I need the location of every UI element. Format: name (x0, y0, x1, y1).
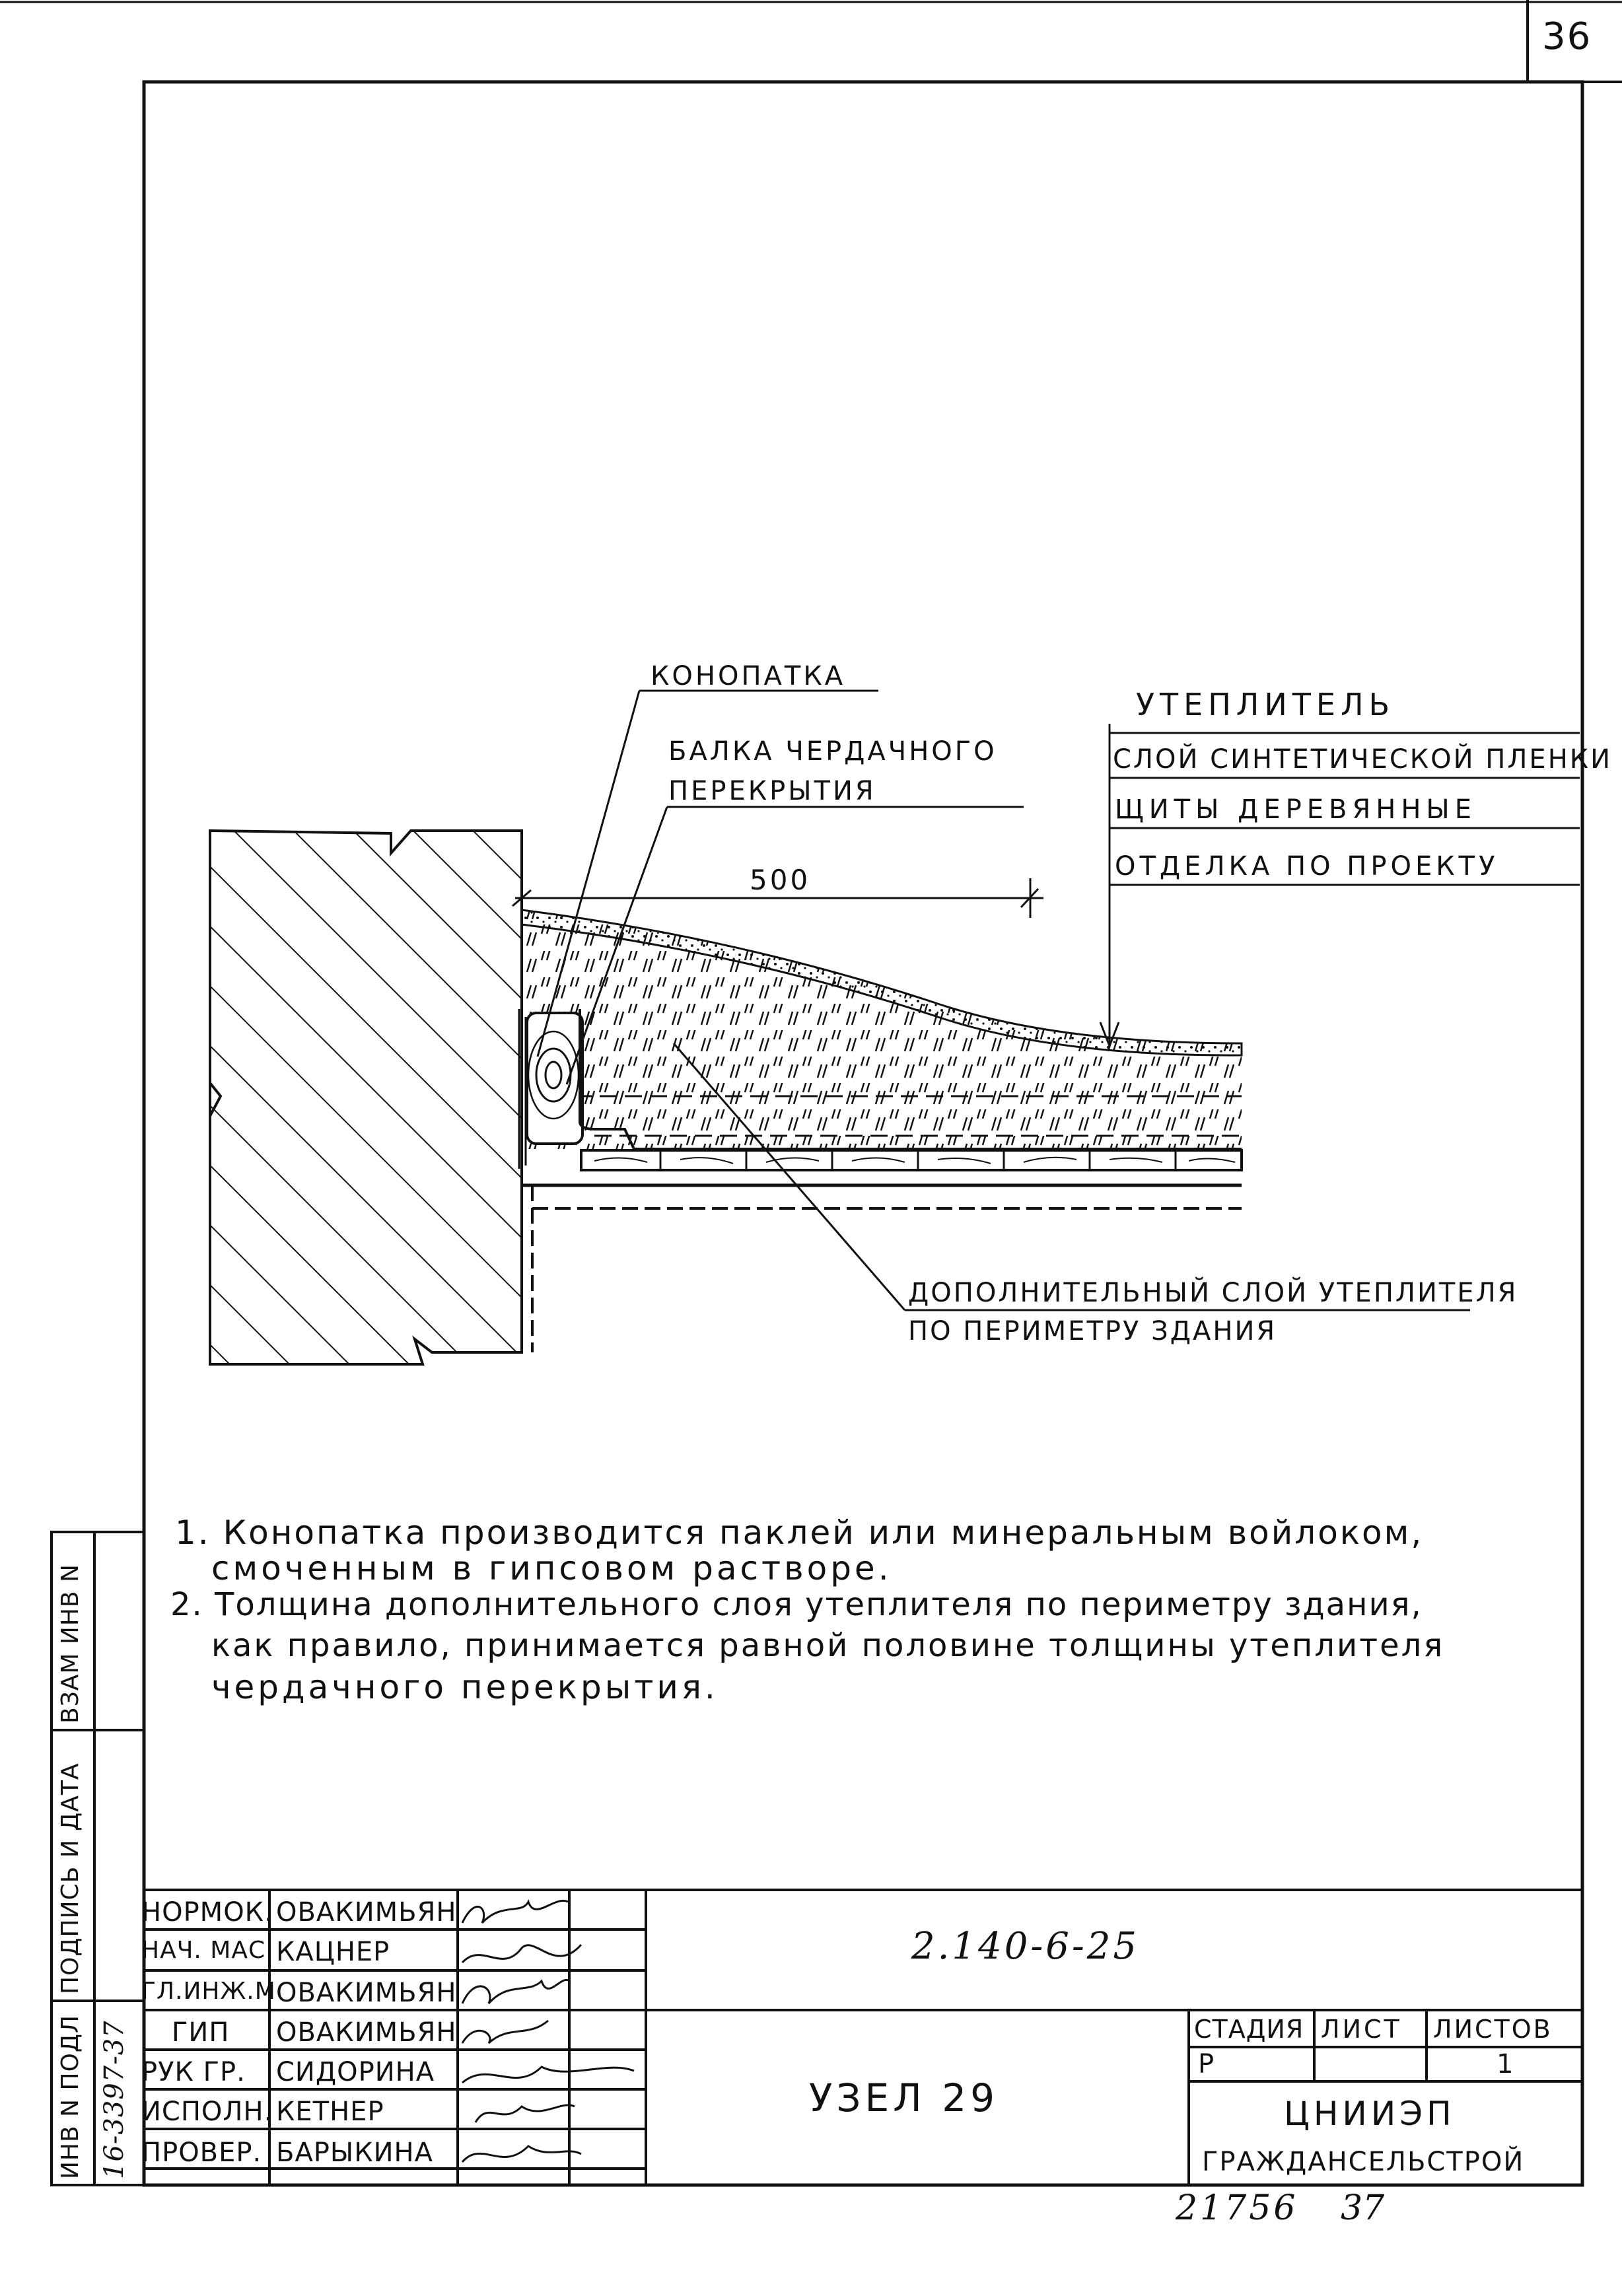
label-boards: ЩИТЫ ДЕРЕВЯННЫЕ (1115, 794, 1477, 825)
role-checker: ПРОВЕР. (141, 2138, 262, 2168)
name-group-lead: СИДОРИНА (276, 2057, 435, 2087)
label-caulk: КОНОПАТКА (651, 661, 846, 691)
label-finish: ОТДЕЛКА ПО ПРОЕКТУ (1115, 851, 1499, 882)
name-executor: КЕТНЕР (276, 2097, 384, 2127)
stage-label: СТАДИЯ (1194, 2015, 1304, 2044)
label-extra-insulation-line1: ДОПОЛНИТЕЛЬНЫЙ СЛОЙ УТЕПЛИТЕЛЯ (908, 1278, 1518, 1308)
name-head-workshop: КАЦНЕР (276, 1937, 390, 1967)
role-chief-engineer: ГЛ.ИНЖ.М (141, 1978, 276, 2005)
role-executor: ИСПОЛН. (141, 2097, 273, 2127)
label-film: СЛОЙ СИНТЕТИЧЕСКОЙ ПЛЕНКИ (1113, 744, 1613, 775)
signatures (462, 1900, 634, 2162)
role-head-workshop: НАЧ. МАС. (141, 1937, 274, 1964)
dimension-value: 500 (750, 864, 811, 896)
footer-page: 37 (1341, 2188, 1385, 2228)
document-code: 2.140-6-25 (911, 1925, 1140, 1968)
drawing-title: УЗЕЛ 29 (809, 2075, 999, 2120)
note-2-line1: 2. Толщина дополнительного слоя утеплителя по периметру здания, (170, 1586, 1423, 1623)
stage-value: Р (1198, 2049, 1215, 2079)
label-beam-line1: БАЛКА ЧЕРДАЧНОГО (668, 736, 997, 767)
organization-subname: ГРАЖДАНСЕЛЬСТРОЙ (1202, 2147, 1525, 2177)
side-stamp-inv-number: 16-3397-37 (99, 2020, 129, 2179)
name-chief-engineer: ОВАКИМЬЯН (276, 1978, 457, 2008)
label-beam-line2: ПЕРЕКРЫТИЯ (668, 776, 876, 806)
note-1-line2: смоченным в гипсовом растворе. (211, 1549, 892, 1587)
wall-section (210, 831, 522, 1364)
organization-name: ЦНИИЭП (1284, 2095, 1456, 2133)
sheet-label: ЛИСТ (1321, 2015, 1402, 2044)
footer-number: 21756 (1176, 2188, 1298, 2228)
note-2-line3: чердачного перекрытия. (211, 1668, 719, 1706)
role-gip: ГИП (172, 2017, 230, 2048)
insulation-layer (522, 910, 1242, 1149)
name-checker: БАРЫКИНА (276, 2138, 433, 2168)
page-number: 36 (1542, 15, 1592, 58)
label-extra-insulation-line2: ПО ПЕРИМЕТРУ ЗДАНИЯ (908, 1316, 1277, 1346)
label-insulation: УТЕПЛИТЕЛЬ (1136, 687, 1395, 722)
side-stamp-podpis-data: ПОДПИСЬ И ДАТА (57, 1762, 84, 1994)
name-normkontrol: ОВАКИМЬЯН (276, 1897, 457, 1928)
side-stamp-vzam-inv: ВЗАМ ИНВ N (57, 1564, 84, 1723)
side-stamp-inv-podl: ИНВ N ПОДЛ (57, 2014, 84, 2179)
name-gip: ОВАКИМЬЯН (276, 2017, 457, 2048)
role-normkontrol: НОРМОК. (141, 1897, 273, 1928)
note-1-line1: 1. Конопатка производится паклей или минеральным войлоком, (175, 1513, 1424, 1552)
sheets-label: ЛИСТОВ (1433, 2015, 1553, 2044)
sheets-value: 1 (1497, 2049, 1514, 2079)
role-group-lead: РУК ГР. (141, 2057, 246, 2087)
note-2-line2: как правило, принимается равной половине толщины утеплителя (211, 1627, 1445, 1664)
